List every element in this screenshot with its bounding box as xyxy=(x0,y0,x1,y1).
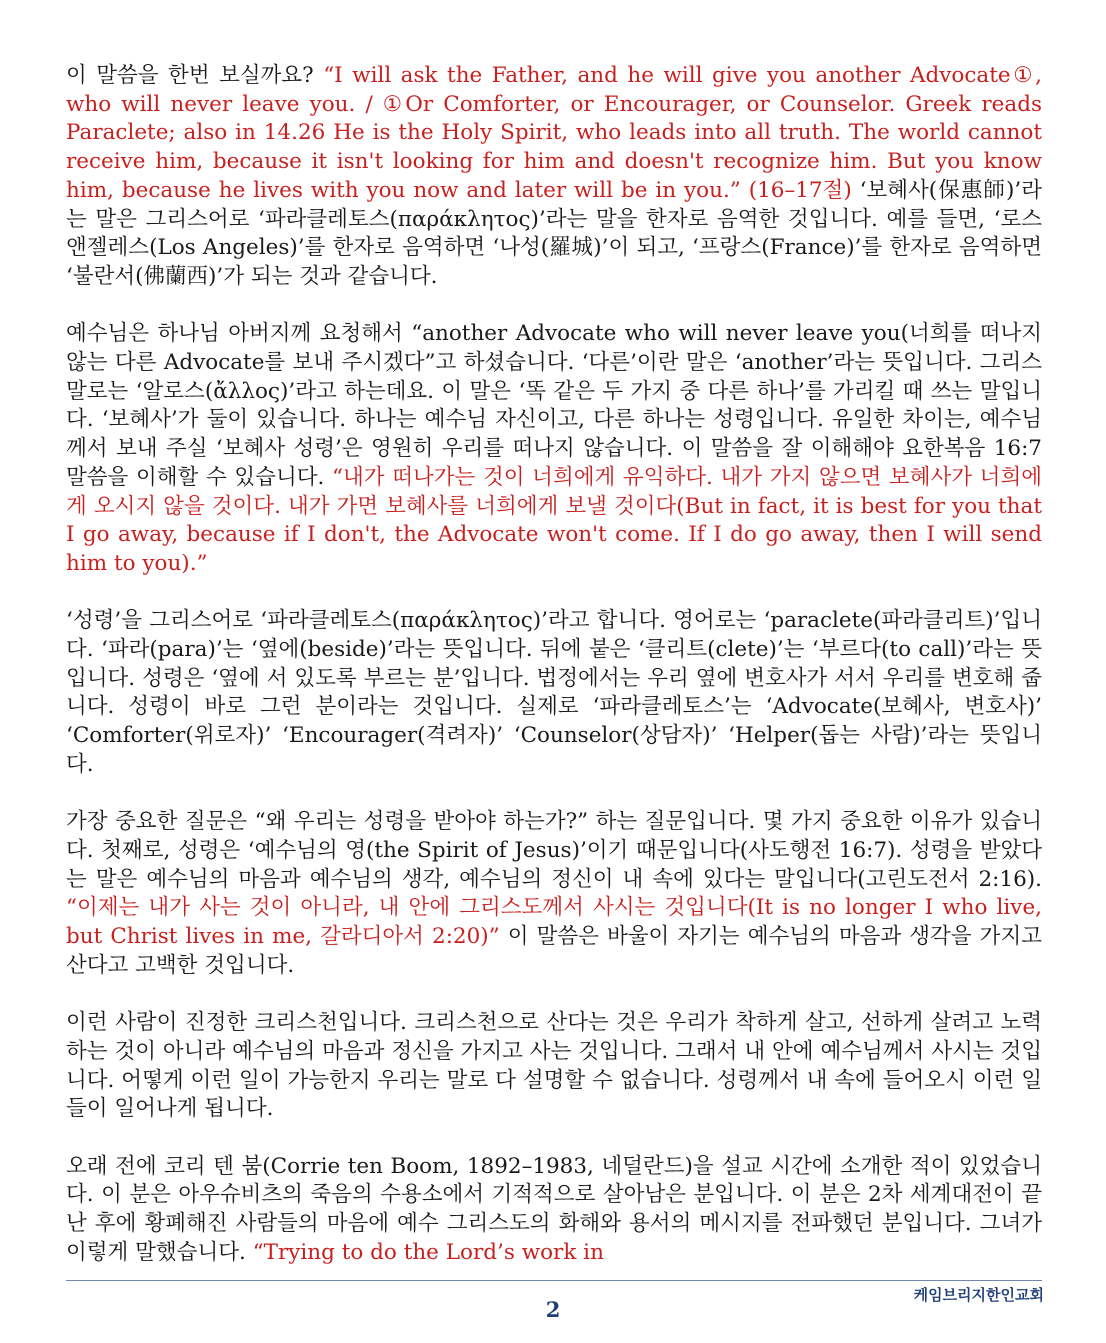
paragraph-6 xyxy=(66,1153,1042,1268)
paragraph-4-text: 가장 중요한 질문은 “왜 우리는 성령을 받아야 하는가?” 하는 질문입니다. 몇 가지 중요한 이유가 있습니다. 첫째로, 성령은 ‘예수님의 영(the Spirit of Jesus)’이기 때문입니다(사도행전 16:7). 성령을 받았다는 말은 예수님의 마음과 예수님의 생각, 예수님의 정신이 내 속에 있다는 말입니다(고린도전서 2:16). xyxy=(66,809,1042,892)
paragraph-5-text: 이런 사람이 진정한 크리스천입니다. 크리스천으로 산다는 것은 우리가 착하게 살고, 선하게 살려고 노력하는 것이 아니라 예수님의 마음과 정신을 가지고 사는 것입니다. 그래서 내 안에 예수님께서 사시는 것입니다. 어떻게 이런 일이 가능한지 우리는 말로 다 설명할 수 없습니다. 성령께서 내 속에 들어오시 이런 일들이 일어나게 됩니다. xyxy=(66,1010,1042,1122)
paragraph-3 xyxy=(66,607,1042,779)
paragraph-2 xyxy=(66,320,1042,578)
paragraph-5 xyxy=(66,1009,1042,1124)
paragraph-3-text: ‘성령’을 그리스어로 ‘파라클레토스(παράκλητος)’라고 합니다. 영어로는 ‘paraclete(파라클리트)’입니다. ‘파라(para)’는 ‘옆에(beside)’라는 뜻입니다. 뒤에 붙은 ‘클리트(clete)’는 ‘부르다(to call)’라는 뜻입니다. 성령은 ‘옆에 서 있도록 부르는 분’입니다. 법정에서는 우리 옆에 변호사가 서서 우리를 변호해 줍니다. 성령이 바로 그런 분이라는 것입니다. 실제로 ‘파라클레토스’는 ‘Advocate(보혜사, 변호사)’ ‘Comforter(위로자)’ ‘Encourager(격려자)’ ‘Counselor(상담자)’ ‘Helper(돕는 사람)’라는 뜻입니다. xyxy=(66,608,1042,777)
footer-church-name: 케임브리지한인교회 xyxy=(913,1286,1044,1304)
page-body xyxy=(66,62,1042,1296)
paragraph-6-text: 오래 전에 코리 텐 붐(Corrie ten Boom, 1892–1983, 네덜란드)을 설교 시간에 소개한 적이 있었습니다. 이 분은 아우슈비츠의 죽음의 수용소에서 기적적으로 살아남은 분입니다. 이 분은 2차 세계대전이 끝난 후에 황폐해진 사람들의 마음에 예수 그리스도의 화해와 용서의 메시지를 전파했던 분입니다. 그녀가 이렇게 말했습니다. xyxy=(66,1153,1042,1265)
page-number: 2 xyxy=(545,1297,561,1322)
paragraph-1-text: 이 말씀을 한번 보실까요? xyxy=(66,63,324,88)
paragraph-1 xyxy=(66,62,1042,292)
scripture-quote-john-16-7: “내가 떠나가는 것이 너희에게 유익하다. 내가 가지 않으면 보혜사가 너희에게 오시지 않을 것이다. 내가 가면 보혜사를 너희에게 보낼 것이다(But in fact, it is best for you that I go away, because if I don't, the Advocate won't come. If I do go away, then I will send him to you).” xyxy=(66,464,1042,576)
paragraph-4-text-continued: 이 말씀은 바울이 자기는 예수님의 마음과 생각을 가지고 산다고 고백한 것입니다. xyxy=(66,924,1042,978)
scripture-quote-galatians: “이제는 내가 사는 것이 아니라, 내 안에 그리스도께서 사시는 것입니다(It is no longer I who live, but Christ lives in me, 갈라디아서 2:20)” xyxy=(66,895,1042,950)
scripture-quote-john-14: “I will ask the Father, and he will give you another Advocate①, who will never leave you. / ①Or Comforter, or Encourager, or Counselor. Greek reads Paraclete; also in 14.26 He is the Holy Spirit, who leads into all truth. The world cannot receive him, because it isn't looking for him and doesn't recognize him. But you know him, because he lives with you now and later will be in you.” (16–17절) xyxy=(66,63,1042,203)
paragraph-2-text: 예수님은 하나님 아버지께 요청해서 “another Advocate who will never leave you(너희를 떠나지 않는 다른 Advocate를 보내 주시겠다”고 하셨습니다. ‘다른’이란 말은 ‘another’라는 뜻입니다. 그리스 말로는 ‘알로스(ἄλλος)’라고 하는데요. 이 말은 ‘똑 같은 두 가지 중 다른 하나’를 가리킬 때 쓰는 말입니다. ‘보혜사’가 둘이 있습니다. 하나는 예수님 자신이고, 다른 하나는 성령입니다. 유일한 차이는, 예수님께서 보내 주실 ‘보혜사 성령’은 영원히 우리를 떠나지 않습니다. 이 말씀을 잘 이해해야 요한복음 16:7 말씀을 이해할 수 있습니다. xyxy=(66,321,1042,490)
paragraph-4 xyxy=(66,808,1042,980)
corrie-ten-boom-quote: “Trying to do the Lord’s work in xyxy=(252,1239,604,1265)
paragraph-1-text-continued: ‘보혜사(保惠師)’라는 말은 그리스어로 ‘파라클레토스(παράκλητος)’라는 말을 한자로 음역한 것입니다. 예를 들면, ‘로스앤젤레스(Los Angeles)’를 한자로 음역하면 ‘나성(羅城)’이 되고, ‘프랑스(France)’를 한자로 음역하면 ‘불란서(佛蘭西)’가 되는 것과 같습니다. xyxy=(66,177,1042,289)
footer-divider xyxy=(66,1280,1042,1281)
